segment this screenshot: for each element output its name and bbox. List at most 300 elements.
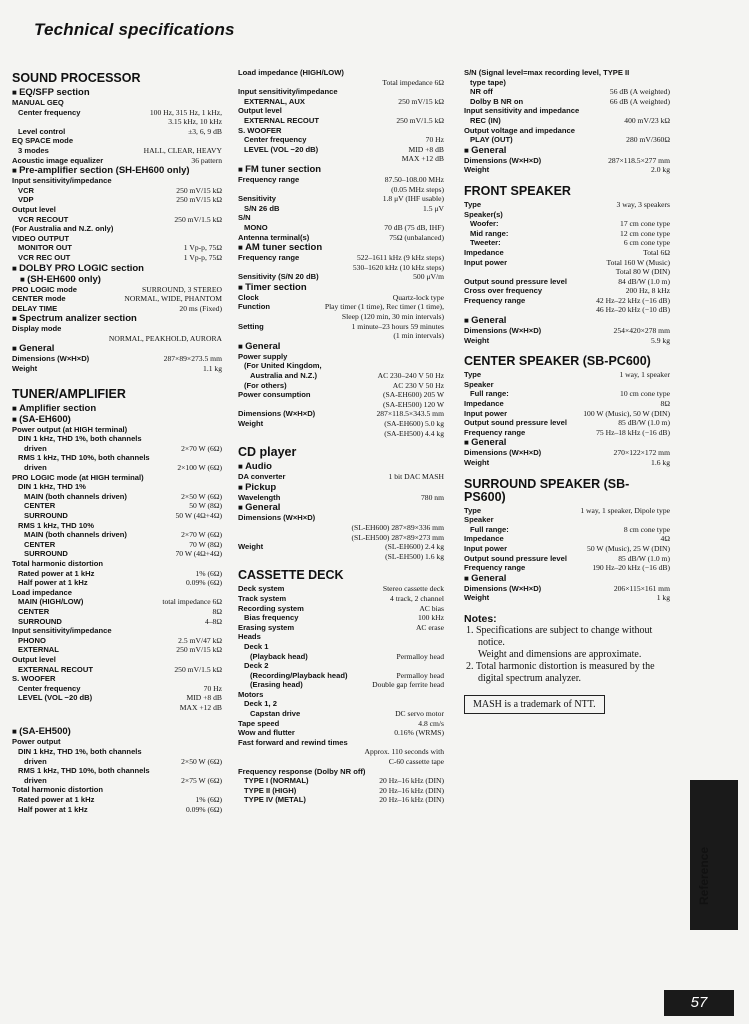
spec-value: Permalloy head <box>396 651 444 661</box>
spec-label: Speaker <box>464 379 494 389</box>
spec-value: 2×75 W (6Ω) <box>181 775 222 785</box>
subsection-heading: ■ General <box>464 315 670 326</box>
spec-label: Power output (at HIGH terminal) <box>12 424 128 434</box>
subsection-heading: ■ Pre-amplifier section (SH-EH600 only) <box>12 165 222 176</box>
spec-row <box>464 116 670 126</box>
spec-value: 1 way, 1 speaker, Dipole type <box>580 505 670 515</box>
spec-value: 87.50–108.00 MHz <box>384 174 444 184</box>
spec-label: RMS 1 kHz, THD 10%, both channels <box>18 453 150 463</box>
spec-value: 8 cm cone type <box>623 524 670 534</box>
spec-value: 250 mV/15 kΩ <box>176 645 222 655</box>
spec-value: 250 mV/1.5 kΩ <box>396 115 444 125</box>
spec-value: 4 track, 2 channel <box>390 593 444 603</box>
spec-row <box>238 419 444 429</box>
spec-label: S/N 26 dB <box>244 203 280 213</box>
spec-label: RMS 1 kHz, THD 10% <box>18 520 94 530</box>
spec-row <box>12 108 222 118</box>
page-title: Technical specifications <box>34 20 235 39</box>
spec-value: 250 mV/15 kΩ <box>176 185 222 195</box>
spec-label: Heads <box>238 632 261 642</box>
spec-value: (SA-EH600) 205 W <box>382 390 444 400</box>
spec-value: (SA-EH500) 120 W <box>382 399 444 409</box>
spec-value: 1 minute–23 hours 59 minutes <box>351 321 444 331</box>
spec-value: 287×89×273.5 mm <box>163 354 222 364</box>
spec-label: Center frequency <box>18 683 81 693</box>
spec-label: Clock <box>238 292 259 302</box>
spec-row <box>12 146 222 156</box>
spec-value: Total 6Ω <box>643 247 670 257</box>
spec-label: Antenna terminal(s) <box>238 232 310 242</box>
spec-label: Wavelength <box>238 492 281 502</box>
spec-value: 56 dB (A weighted) <box>609 87 670 97</box>
spec-row <box>12 645 222 655</box>
spec-value: 1 bit DAC MASH <box>388 472 444 482</box>
spec-label: Weight <box>238 419 264 428</box>
spec-label: PLAY (OUT) <box>470 135 513 145</box>
spec-label: Half power at 1 kHz <box>18 578 88 588</box>
spec-value: Total impedance 6Ω <box>382 77 444 87</box>
spec-label: SURROUND <box>18 616 62 626</box>
spec-row <box>464 389 670 399</box>
spec-value: (1 min intervals) <box>393 331 444 341</box>
spec-label: VCR <box>18 185 35 195</box>
spec-label: Weight <box>238 542 264 552</box>
spec-label: Function <box>238 302 271 312</box>
spec-row <box>12 127 222 137</box>
spec-label: Output level <box>12 654 56 664</box>
spec-value: 190 Hz–20 kHz (−16 dB) <box>592 563 670 573</box>
spec-value: (0.05 MHz steps) <box>391 184 444 194</box>
spec-label: VIDEO OUTPUT <box>12 233 69 243</box>
spec-label: Mid range: <box>470 228 509 238</box>
subsection-heading: ■ General <box>464 145 670 156</box>
spec-value: DC servo motor <box>395 709 444 719</box>
spec-row <box>238 776 444 786</box>
spec-value: (SL-EH500) 287×89×273 mm <box>351 532 444 542</box>
spec-label: Dimensions (W×H×D) <box>464 155 542 165</box>
spec-label: DA converter <box>238 472 286 482</box>
spec-row <box>238 795 444 805</box>
spec-label: Full range: <box>470 524 509 534</box>
spec-row <box>238 680 444 690</box>
spec-label: Type <box>464 370 482 380</box>
subsection-heading: ■ Pickup <box>238 482 444 493</box>
section-heading: TUNER/AMPLIFIER <box>12 386 126 401</box>
spec-value: 287×118.5×343.5 mm <box>376 409 444 419</box>
spec-row <box>238 390 444 400</box>
spec-label: EXTERNAL RECOUT <box>18 664 93 674</box>
spec-value: (SA-EH500) 4.4 kg <box>384 428 444 438</box>
spec-value: AC bias <box>419 603 444 613</box>
spec-row <box>12 463 222 473</box>
spec-label: Output sound pressure level <box>464 553 567 563</box>
spec-row <box>238 371 444 381</box>
spec-row <box>238 604 444 614</box>
spec-row <box>12 597 222 607</box>
spec-label: Input power <box>464 257 508 267</box>
column-3 <box>464 64 670 714</box>
spec-value: 12 cm cone type <box>620 228 670 238</box>
subsection-heading: ■ Timer section <box>238 282 444 293</box>
spec-label: Dimensions (W×H×D) <box>12 354 90 364</box>
spec-row <box>238 233 444 243</box>
spec-label: Setting <box>238 321 264 331</box>
spec-label: Input sensitivity and impedance <box>464 106 580 116</box>
spec-value: 1.8 μV (IHF usable) <box>382 194 444 204</box>
subsection-heading: ■ General <box>464 437 670 448</box>
notes-heading: Notes: <box>464 612 497 625</box>
spec-label: Speaker <box>464 515 494 525</box>
spec-row <box>12 693 222 703</box>
spec-label: driven <box>24 756 47 766</box>
spec-row <box>464 258 670 268</box>
spec-row <box>464 326 670 336</box>
spec-row <box>238 135 444 145</box>
spec-label: Impedance <box>464 534 504 544</box>
spec-label: EXTERNAL, AUX <box>244 96 305 106</box>
spec-value: 2.0 kg <box>651 165 670 175</box>
subsection-heading: ■ EQ/SFP section <box>12 87 222 98</box>
spec-label: (Erasing head) <box>250 680 303 690</box>
spec-label: NR off <box>470 87 493 97</box>
spec-label: LEVEL (VOL −20 dB) <box>244 144 319 154</box>
spec-label: Frequency range <box>238 253 300 263</box>
spec-value: Total 160 W (Music) <box>606 257 670 267</box>
spec-row <box>238 322 444 332</box>
spec-label: VCR REC OUT <box>18 252 71 262</box>
note-item: 2. Total harmonic distortion is measured by the digital spectrum analyzer. <box>466 660 655 684</box>
spec-row <box>238 652 444 662</box>
spec-value: 2×70 W (6Ω) <box>181 530 222 540</box>
spec-label: Input sensitivity/impedance <box>12 626 112 636</box>
spec-row <box>464 277 670 287</box>
spec-row <box>12 354 222 364</box>
spec-row <box>464 238 670 248</box>
spec-value: 2×100 W (6Ω) <box>177 463 222 473</box>
spec-label: SURROUND <box>24 549 68 559</box>
spec-row <box>238 728 444 738</box>
spec-row <box>12 607 222 617</box>
spec-label: S/N <box>238 213 251 223</box>
spec-value: 250 mV/15 kΩ <box>176 195 222 205</box>
spec-row <box>12 530 222 540</box>
spec-label: Power output <box>12 737 61 747</box>
spec-label: Type <box>464 199 482 209</box>
spec-label: Recording system <box>238 603 304 613</box>
spec-label: Dimensions (W×H×D) <box>464 583 542 593</box>
spec-value: 1.6 kg <box>651 458 670 467</box>
spec-label: EQ SPACE mode <box>12 136 74 146</box>
spec-row <box>464 296 670 306</box>
section-heading: SURROUND SPEAKER (SB-PS600) <box>464 476 630 504</box>
spec-value: Quartz-lock type <box>392 292 444 302</box>
subsection-heading: ■ AM tuner section <box>238 242 444 253</box>
spec-row <box>238 493 444 503</box>
spec-row <box>12 578 222 588</box>
spec-label: MONITOR OUT <box>18 243 72 253</box>
spec-label: Speaker(s) <box>464 209 503 219</box>
spec-row <box>12 186 222 196</box>
spec-label: DIN 1 kHz, THD 1%, both channels <box>18 434 142 444</box>
spec-value: 50 W (8Ω) <box>189 501 222 511</box>
spec-value: 70 Hz <box>203 683 222 693</box>
spec-label: Capstan drive <box>250 709 301 719</box>
spec-value: 3 way, 3 speakers <box>616 199 670 209</box>
trademark-box: MASH is a trademark of NTT. <box>464 695 605 714</box>
spec-value: 1.1 kg <box>203 364 222 374</box>
subsection-heading: ■ General <box>464 573 670 584</box>
spec-label: Woofer: <box>470 219 499 229</box>
spec-row <box>464 418 670 428</box>
spec-row <box>238 302 444 312</box>
spec-value: 1 Vp-p, 75Ω <box>183 243 222 253</box>
spec-label: Power supply <box>238 351 288 361</box>
spec-row <box>12 795 222 805</box>
spec-label: MONO <box>244 222 268 232</box>
spec-label: Weight <box>12 364 38 374</box>
spec-row <box>238 613 444 623</box>
spec-value: 4–8Ω <box>204 616 222 626</box>
spec-row <box>12 304 222 314</box>
spec-label: TYPE II (HIGH) <box>244 785 297 795</box>
spec-row <box>238 272 444 282</box>
spec-value: (SL-EH600) 287×89×336 mm <box>351 522 444 532</box>
spec-label: (Recording/Playback head) <box>250 670 348 680</box>
spec-label: Track system <box>238 593 287 603</box>
spec-value: 250 mV/15 kΩ <box>398 96 444 106</box>
spec-label: (For Australia and N.Z. only) <box>12 224 114 234</box>
spec-label: Type <box>464 505 482 515</box>
spec-row <box>464 534 670 544</box>
spec-row <box>464 370 670 380</box>
spec-label: Load impedance <box>12 587 72 597</box>
spec-label: S. WOOFER <box>12 674 56 684</box>
spec-label: Frequency range <box>464 427 526 437</box>
column-1 <box>12 64 222 814</box>
spec-value: 8Ω <box>212 606 222 616</box>
spec-value: 5.9 kg <box>651 335 670 345</box>
spec-value: Stereo cassette deck <box>382 584 444 594</box>
spec-row <box>238 542 444 552</box>
spec-row <box>238 623 444 633</box>
spec-row <box>238 204 444 214</box>
spec-row <box>12 636 222 646</box>
spec-value: 2.5 mV/47 kΩ <box>178 635 222 645</box>
spec-label: REC (IN) <box>470 115 501 125</box>
spec-label: Total harmonic distortion <box>12 558 103 568</box>
spec-value: 85 dB/W (1.0 m) <box>618 418 670 428</box>
spec-label: MAIN (HIGH/LOW) <box>18 597 84 607</box>
spec-label: LEVEL (VOL −20 dB) <box>18 693 93 703</box>
spec-row <box>464 544 670 554</box>
spec-label: Dolby B NR on <box>470 96 524 106</box>
spec-row <box>464 229 670 239</box>
subsection-heading: ■ Audio <box>238 461 444 472</box>
spec-value: 46 Hz–20 kHz (−10 dB) <box>596 305 670 315</box>
spec-row <box>464 248 670 258</box>
spec-label: Bias frequency <box>244 613 299 623</box>
spec-value: 70 Hz <box>425 135 444 145</box>
spec-label: Center frequency <box>18 107 81 117</box>
spec-value: AC 230 V 50 Hz <box>392 380 444 390</box>
spec-row <box>238 175 444 185</box>
model-heading <box>12 726 222 737</box>
note-item: 1. Specifications are subject to change without notice. <box>466 624 653 648</box>
spec-label: CENTER <box>24 539 56 549</box>
spec-label: Input sensitivity/impedance <box>12 176 112 186</box>
spec-label: Input power <box>464 408 508 418</box>
spec-value: 254×420×278 mm <box>613 326 670 336</box>
spec-row <box>238 472 444 482</box>
note-item: Weight and dimensions are approximate. <box>478 648 642 660</box>
spec-value: Double gap ferrite head <box>372 680 444 690</box>
spec-row <box>464 593 670 603</box>
spec-label: driven <box>24 463 47 473</box>
spec-value: 70 W (8Ω) <box>189 539 222 549</box>
spec-row <box>464 165 670 175</box>
reference-label: Reference <box>697 846 711 905</box>
spec-label: (Playback head) <box>250 651 308 661</box>
spec-value: 250 mV/1.5 kΩ <box>174 214 222 224</box>
spec-row <box>12 540 222 550</box>
spec-label: Impedance <box>464 399 504 409</box>
spec-label: CENTER <box>24 501 56 511</box>
spec-row <box>238 584 444 594</box>
spec-row <box>238 671 444 681</box>
spec-value: 50 W (4Ω+4Ω) <box>175 511 222 520</box>
spec-row <box>464 135 670 145</box>
spec-value: 4Ω <box>660 534 670 544</box>
spec-row <box>238 381 444 391</box>
spec-value: MID +8 dB <box>186 693 222 703</box>
spec-label: Output level <box>12 204 56 214</box>
spec-row <box>464 554 670 564</box>
spec-row <box>238 145 444 155</box>
spec-value: Approx. 110 seconds with <box>364 747 444 757</box>
spec-value: 8Ω <box>660 399 670 409</box>
spec-value: MID +8 dB <box>408 144 444 154</box>
spec-label: SURROUND <box>24 511 68 520</box>
spec-value: 17 cm cone type <box>620 219 670 229</box>
spec-value: 0.09% (6Ω) <box>185 578 222 588</box>
spec-value: 20 Hz–16 kHz (DIN) <box>379 795 444 805</box>
spec-row <box>12 285 222 295</box>
spec-value: 287×118.5×277 mm <box>608 155 670 165</box>
spec-value: 400 mV/23 kΩ <box>624 115 670 125</box>
spec-label: Tape speed <box>238 718 280 728</box>
section-heading: CD player <box>238 445 297 460</box>
spec-label: Deck 1 <box>244 641 269 651</box>
spec-row <box>12 776 222 786</box>
spec-value: 100 Hz, 315 Hz, 1 kHz, <box>149 107 222 117</box>
spec-label: Dimensions (W×H×D) <box>464 448 542 458</box>
spec-row <box>12 294 222 304</box>
spec-row <box>464 97 670 107</box>
spec-label: Total harmonic distortion <box>12 785 103 795</box>
model-heading <box>12 414 222 425</box>
page-number: 57 <box>664 990 734 1016</box>
spec-row <box>464 399 670 409</box>
spec-value: 1 kg <box>656 593 670 603</box>
spec-row <box>464 200 670 210</box>
spec-value: 42 Hz–22 kHz (−16 dB) <box>596 295 670 305</box>
spec-value: (SL-EH500) 1.6 kg <box>385 551 444 561</box>
spec-label: driven <box>24 775 47 785</box>
spec-value: 2×70 W (6Ω) <box>181 443 222 453</box>
spec-row <box>464 506 670 516</box>
spec-row <box>464 156 670 166</box>
spec-row <box>464 458 670 468</box>
spec-label: Erasing system <box>238 622 295 632</box>
spec-value: ±3, 6, 9 dB <box>188 126 222 136</box>
spec-value: 250 mV/1.5 kΩ <box>174 664 222 674</box>
spec-row <box>238 116 444 126</box>
spec-label: 3 modes <box>18 145 49 155</box>
spec-label: EXTERNAL RECOUT <box>244 115 319 125</box>
spec-row <box>12 195 222 205</box>
spec-label: Sensitivity <box>238 194 276 204</box>
spec-value: MAX +12 dB <box>401 154 444 164</box>
spec-label: type tape) <box>470 77 506 87</box>
spec-label: Dimensions (W×H×D) <box>464 326 542 336</box>
spec-value: AC erase <box>415 622 444 632</box>
spec-value: 1.5 μV <box>423 203 444 213</box>
spec-row <box>238 194 444 204</box>
spec-row <box>12 684 222 694</box>
spec-value: 75 Hz–18 kHz (−16 dB) <box>596 427 670 437</box>
spec-label: Deck 2 <box>244 661 269 671</box>
spec-value: 3.15 kHz, 10 kHz <box>168 117 222 127</box>
column-2 <box>238 64 444 805</box>
spec-value: 20 ms (Fixed) <box>179 303 222 313</box>
spec-row <box>238 719 444 729</box>
spec-label: MANUAL GEQ <box>12 98 64 107</box>
spec-label: Input power <box>464 543 508 553</box>
subsection-heading: ■ DOLBY PRO LOGIC section <box>12 263 222 274</box>
spec-value: 270×122×172 mm <box>613 448 670 458</box>
spec-row <box>464 286 670 296</box>
spec-value: 2×50 W (6Ω) <box>181 491 222 501</box>
spec-value: 84 dB/W (1.0 m) <box>618 276 670 286</box>
spec-label: RMS 1 kHz, THD 10%, both channels <box>18 766 150 776</box>
spec-row <box>238 223 444 233</box>
spec-value: 100 W (Music), 50 W (DIN) <box>583 408 670 418</box>
spec-label: CENTER mode <box>12 294 66 304</box>
spec-label: Output level <box>238 106 282 116</box>
spec-value: 0.09% (6Ω) <box>185 804 222 814</box>
spec-row <box>12 665 222 675</box>
spec-value: 66 dB (A weighted) <box>609 96 670 106</box>
spec-value: C-60 cassette tape <box>388 757 444 767</box>
spec-row <box>464 219 670 229</box>
spec-label: Frequency range <box>464 295 526 305</box>
spec-value: 20 Hz–16 kHz (DIN) <box>379 776 444 786</box>
spec-label: VDP <box>18 195 34 205</box>
spec-label: Level control <box>18 126 66 136</box>
spec-row <box>464 428 670 438</box>
spec-value: 530–1620 kHz (10 kHz steps) <box>352 262 444 272</box>
spec-value: 75Ω (unbalanced) <box>389 232 444 242</box>
spec-row <box>238 293 444 303</box>
spec-value: (SL-EH600) 2.4 kg <box>385 542 444 552</box>
spec-row <box>464 87 670 97</box>
spec-value: 1 way, 1 speaker <box>619 370 670 380</box>
spec-row <box>238 97 444 107</box>
subsection-subtitle: (SH-EH600 only) <box>27 273 101 285</box>
spec-label: PRO LOGIC mode <box>12 284 77 294</box>
subsection-heading <box>12 274 222 285</box>
spec-label: Output sound pressure level <box>464 418 567 428</box>
